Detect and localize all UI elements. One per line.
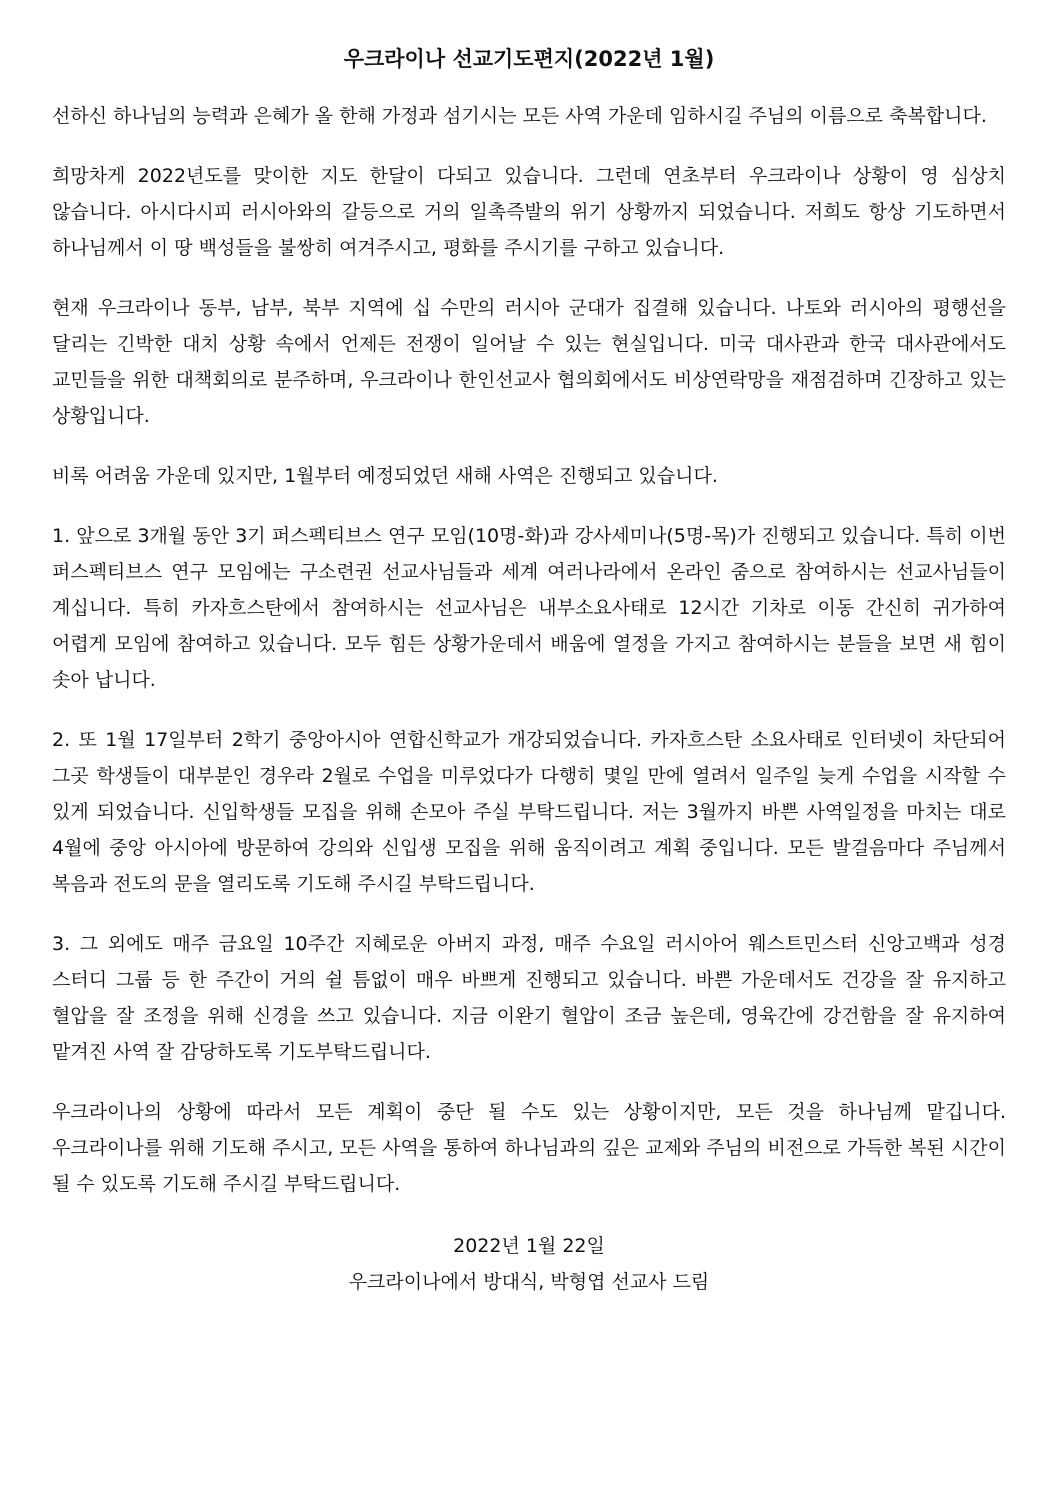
letter-date: 2022년 1월 22일: [453, 1235, 605, 1257]
paragraph-situation: 희망차게 2022년도를 맞이한 지도 한달이 다되고 있습니다. 그런데 연초부터 우크라이나 상황이 영 심상치 않습니다. 아시다시피 러시아와의 갈등으로 거의 일촉즉발의 위기 상황까지 되었습니다. 저희도 항상 기도하면서 하나님께서 이 땅 백성들을 불쌍히 여겨주시고, 평화를 주시기를 구하고 있습니다.: [52, 165, 1006, 259]
paragraph-military: 현재 우크라이나 동부, 남부, 북부 지역에 십 수만의 러시아 군대가 집결해 있습니다. 나토와 러시아의 평행선을 달리는 긴박한 대치 상황 속에서 언제든 전쟁이 일어날 수 있는 현실입니다. 미국 대사관과 한국 대사관에서도 교민들을 위한 대책회의로 분주하며, 우크라이나 한인선교사 협의회에서도 비상연락망을 재점검하며 긴장하고 있는 상황입니다.: [52, 297, 1006, 427]
paragraph-item-1: 1. 앞으로 3개월 동안 3기 퍼스펙티브스 연구 모임(10명-화)과 강사세미나(5명-목)가 진행되고 있습니다. 특히 이번 퍼스펙티브스 연구 모임에는 구소련권 선교사님들과 세계 여러나라에서 온라인 줌으로 참여하시는 선교사님들이 계십니다. 특히 카자흐스탄에서 참여하시는 선교사님은 내부소요사태로 12시간 기차로 이동 간신히 귀가하여 어렵게 모임에 참여하고 있습니다. 모두 힘든 상황가운데서 배움에 열정을 가지고 참여하시는 분들을 보면 새 힘이 솟아 납니다.: [52, 525, 1006, 691]
letter-signature: 우크라이나에서 방대식, 박형엽 선교사 드림: [348, 1271, 710, 1293]
paragraph-ministry-intro: 비록 어려움 가운데 있지만, 1월부터 예정되었던 새해 사역은 진행되고 있습니다.: [52, 465, 718, 487]
paragraph-greeting: 선하신 하나님의 능력과 은혜가 올 한해 가정과 섬기시는 모든 사역 가운데 임하시길 주님의 이름으로 축복합니다.: [52, 105, 987, 127]
paragraph-item-3: 3. 그 외에도 매주 금요일 10주간 지혜로운 아버지 과정, 매주 수요일 러시아어 웨스트민스터 신앙고백과 성경 스터디 그룹 등 한 주간이 거의 쉴 틈없이 매우 바쁘게 진행되고 있습니다. 바쁜 가운데서도 건강을 잘 유지하고 혈압을 잘 조정을 위해 신경을 쓰고 있습니다. 지금 이완기 혈압이 조금 높은데, 영육간에 강건함을 잘 유지하여 맡겨진 사역 잘 감당하도록 기도부탁드립니다.: [52, 933, 1006, 1063]
letter-title: 우크라이나 선교기도편지(2022년 1월): [343, 47, 715, 71]
signoff: [52, 1228, 1006, 1300]
paragraph-closing: 우크라이나의 상황에 따라서 모든 계획이 중단 될 수도 있는 상황이지만, 모든 것을 하나님께 맡깁니다. 우크라이나를 위해 기도해 주시고, 모든 사역을 통하여 하나님과의 깊은 교제와 주님의 비전으로 가득한 복된 시간이 될 수 있도록 기도해 주시길 부탁드립니다.: [52, 1101, 1006, 1195]
paragraph-item-2: 2. 또 1월 17일부터 2학기 중앙아시아 연합신학교가 개강되었습니다. 카자흐스탄 소요사태로 인터넷이 차단되어 그곳 학생들이 대부분인 경우라 2월로 수업을 미루었다가 다행히 몇일 만에 열려서 일주일 늦게 수업을 시작할 수 있게 되었습니다. 신입학생들 모집을 위해 손모아 주실 부탁드립니다. 저는 3월까지 바쁜 사역일정을 마치는 대로 4월에 중앙 아시아에 방문하여 강의와 신입생 모집을 위해 움직이려고 계획 중입니다. 모든 발걸음마다 주님께서 복음과 전도의 문을 열리도록 기도해 주시길 부탁드립니다.: [52, 729, 1006, 895]
